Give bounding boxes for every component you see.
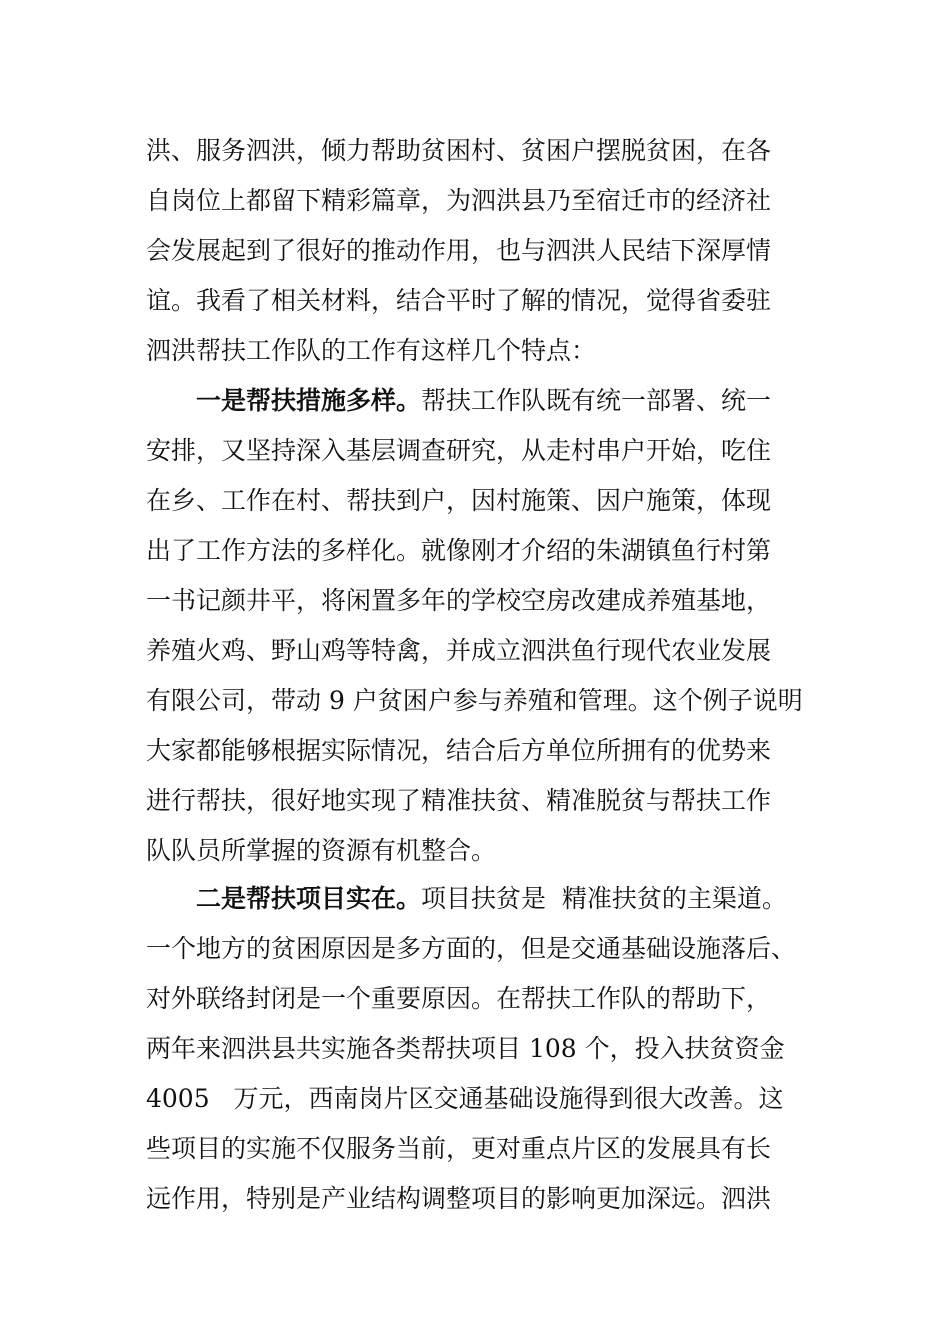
text-line: 安排，又坚持深入基层调查研究，从走村串户开始，吃住 [146, 436, 772, 465]
text-line: 洪、服务泗洪，倾力帮助贫困村、贫困户摆脱贫困，在各 [146, 136, 772, 165]
text-line: 些项目的实施不仅服务当前，更对重点片区的发展具有长 [146, 1134, 772, 1163]
text-line: 泗洪帮扶工作队的工作有这样几个特点： [146, 336, 597, 365]
text-line: 自岗位上都留下精彩篇章，为泗洪县乃至宿迁市的经济社 [146, 186, 772, 215]
text-run: 项目扶贫是 精准扶贫的主渠道。 [421, 884, 787, 913]
text-line: 两年来泗洪县共实施各类帮扶项目 108 个，投入扶贫资金 [146, 1034, 785, 1063]
point-heading: 二是帮扶项目实在。 [196, 884, 422, 913]
text-line: 一书记颜井平，将闲置多年的学校空房改建成养殖基地， [146, 586, 772, 615]
text-line: 会发展起到了很好的推动作用，也与泗洪人民结下深厚情 [146, 236, 772, 265]
text-line: 在乡、工作在村、帮扶到户，因村施策、因户施策，体现 [146, 486, 772, 515]
text-line: 出了工作方法的多样化。就像刚才介绍的朱湖镇鱼行村第 [146, 536, 772, 565]
text-line: 进行帮扶，很好地实现了精准扶贫、精准脱贫与帮扶工作 [146, 786, 772, 815]
text-line: 对外联络封闭是一个重要原因。在帮扶工作队的帮助下， [146, 984, 772, 1013]
text-line: 远作用，特别是产业结构调整项目的影响更加深远。泗洪 [146, 1184, 772, 1213]
point-heading: 一是帮扶措施多样。 [196, 386, 422, 415]
text-line: 4005 万元，西南岗片区交通基础设施得到很大改善。这 [146, 1084, 784, 1113]
paragraph-first-line [196, 874, 876, 924]
text-line: 谊。我看了相关材料，结合平时了解的情况，觉得省委驻 [146, 286, 772, 315]
text-line: 养殖火鸡、野山鸡等特禽，并成立泗洪鱼行现代农业发展 [146, 636, 772, 665]
text-line: 队队员所掌握的资源有机整合。 [146, 836, 497, 865]
text-line: 有限公司，带动 9 户贫困户参与养殖和管理。这个例子说明 [146, 686, 803, 715]
paragraph-first-line [196, 376, 876, 426]
text-line: 一个地方的贫困原因是多方面的，但是交通基础设施落后、 [146, 934, 797, 963]
text-line: 大家都能够根据实际情况，结合后方单位所拥有的优势来 [146, 736, 772, 765]
text-run: 帮扶工作队既有统一部署、统一 [421, 386, 772, 415]
